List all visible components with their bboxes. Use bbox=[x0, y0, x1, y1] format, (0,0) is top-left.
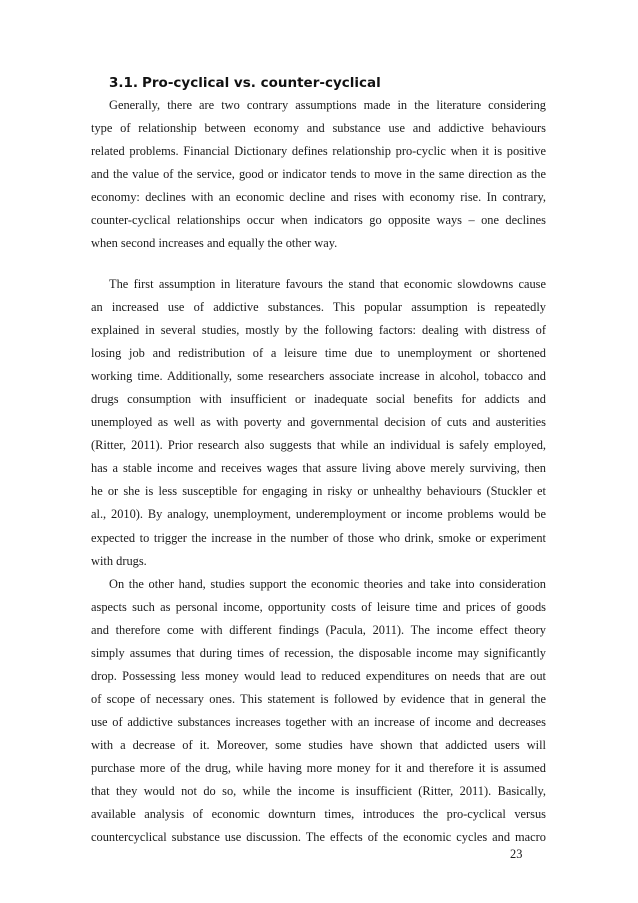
text-line: when second increases and equally the other way. bbox=[91, 236, 338, 251]
text-line: aspects such as personal income, opportunity costs of leisure time and prices of goods bbox=[91, 599, 546, 614]
text-line: losing job and redistribution of a leisure time due to unemployment or shortened bbox=[91, 346, 546, 361]
text-line: counter-cyclical relationships occur when indicators go opposite ways – one declines bbox=[91, 213, 546, 228]
page-number: 23 bbox=[510, 847, 523, 861]
text-line: that they would not do so, while the income is insufficient (Ritter, 2011). Basically, bbox=[91, 783, 546, 798]
text-line: type of relationship between economy and substance use and addictive behaviours bbox=[91, 121, 546, 135]
text-line: expected to trigger the increase in the number of those who drink, smoke or experiment bbox=[91, 530, 546, 545]
text-line: al., 2010). By analogy, unemployment, underemployment or income problems would be bbox=[91, 507, 546, 522]
text-line: related problems. Financial Dictionary defines relationship pro-cyclic when it is positive bbox=[91, 144, 546, 159]
text-line: an increased use of addictive substances. This popular assumption is repeatedly bbox=[91, 300, 546, 315]
section-heading bbox=[109, 75, 381, 91]
text-line: explained in several studies, mostly by the following factors: dealing with distress of bbox=[91, 323, 546, 338]
text-line: and the value of the service, good or indicator tends to move in the same direction as the bbox=[91, 167, 546, 182]
text-line: countercyclical substance use discussion. The effects of the economic cycles and macro bbox=[91, 830, 546, 844]
text-line: drop. Possessing less money would lead to reduced expenditures on needs that are out bbox=[91, 668, 546, 683]
text-line: drugs consumption with insufficient or inadequate social benefits for addicts and bbox=[91, 392, 546, 407]
text-line: with a decrease of it. Moreover, some studies have shown that addicted users will bbox=[91, 737, 546, 752]
text-line: available analysis of economic downturn times, introduces the pro-cyclical versus bbox=[91, 807, 546, 821]
text-line: with drugs. bbox=[91, 553, 147, 568]
text-line: On the other hand, studies support the economic theories and take into consideration bbox=[109, 576, 546, 591]
text-line: economy: declines with an economic decline and rises with economy rise. In contrary, bbox=[91, 190, 546, 205]
text-line: The first assumption in literature favours the stand that economic slowdowns cause bbox=[109, 277, 546, 291]
text-line: and therefore come with different findings (Pacula, 2011). The income effect theory bbox=[91, 622, 546, 637]
section-number: 3.1. bbox=[109, 75, 139, 91]
section-title: Pro-cyclical vs. counter-cyclical bbox=[142, 75, 381, 91]
text-line: simply assumes that during times of recession, the disposable income may significantly bbox=[91, 645, 546, 660]
text-line: working time. Additionally, some researchers associate increase in alcohol, tobacco and bbox=[91, 369, 546, 384]
text-line: purchase more of the drug, while having more money for it and therefore it is assumed bbox=[91, 760, 546, 775]
text-line: (Ritter, 2011). Prior research also suggests that while an individual is safely employed, bbox=[91, 438, 546, 453]
text-line: he or she is less susceptible for engaging in risky or unhealthy behaviours (Stuckler et bbox=[91, 484, 546, 499]
text-line: use of addictive substances increases together with an increase of income and decreases bbox=[91, 714, 546, 729]
text-line: has a stable income and receives wages that assure living above merely surviving, then bbox=[91, 461, 546, 476]
text-line: of scope of necessary ones. This statement is followed by evidence that in general the bbox=[91, 691, 546, 706]
text-line: Generally, there are two contrary assumptions made in the literature considering bbox=[109, 98, 546, 112]
text-line: unemployed as well as with poverty and governmental decision of cuts and austerities bbox=[91, 415, 546, 430]
